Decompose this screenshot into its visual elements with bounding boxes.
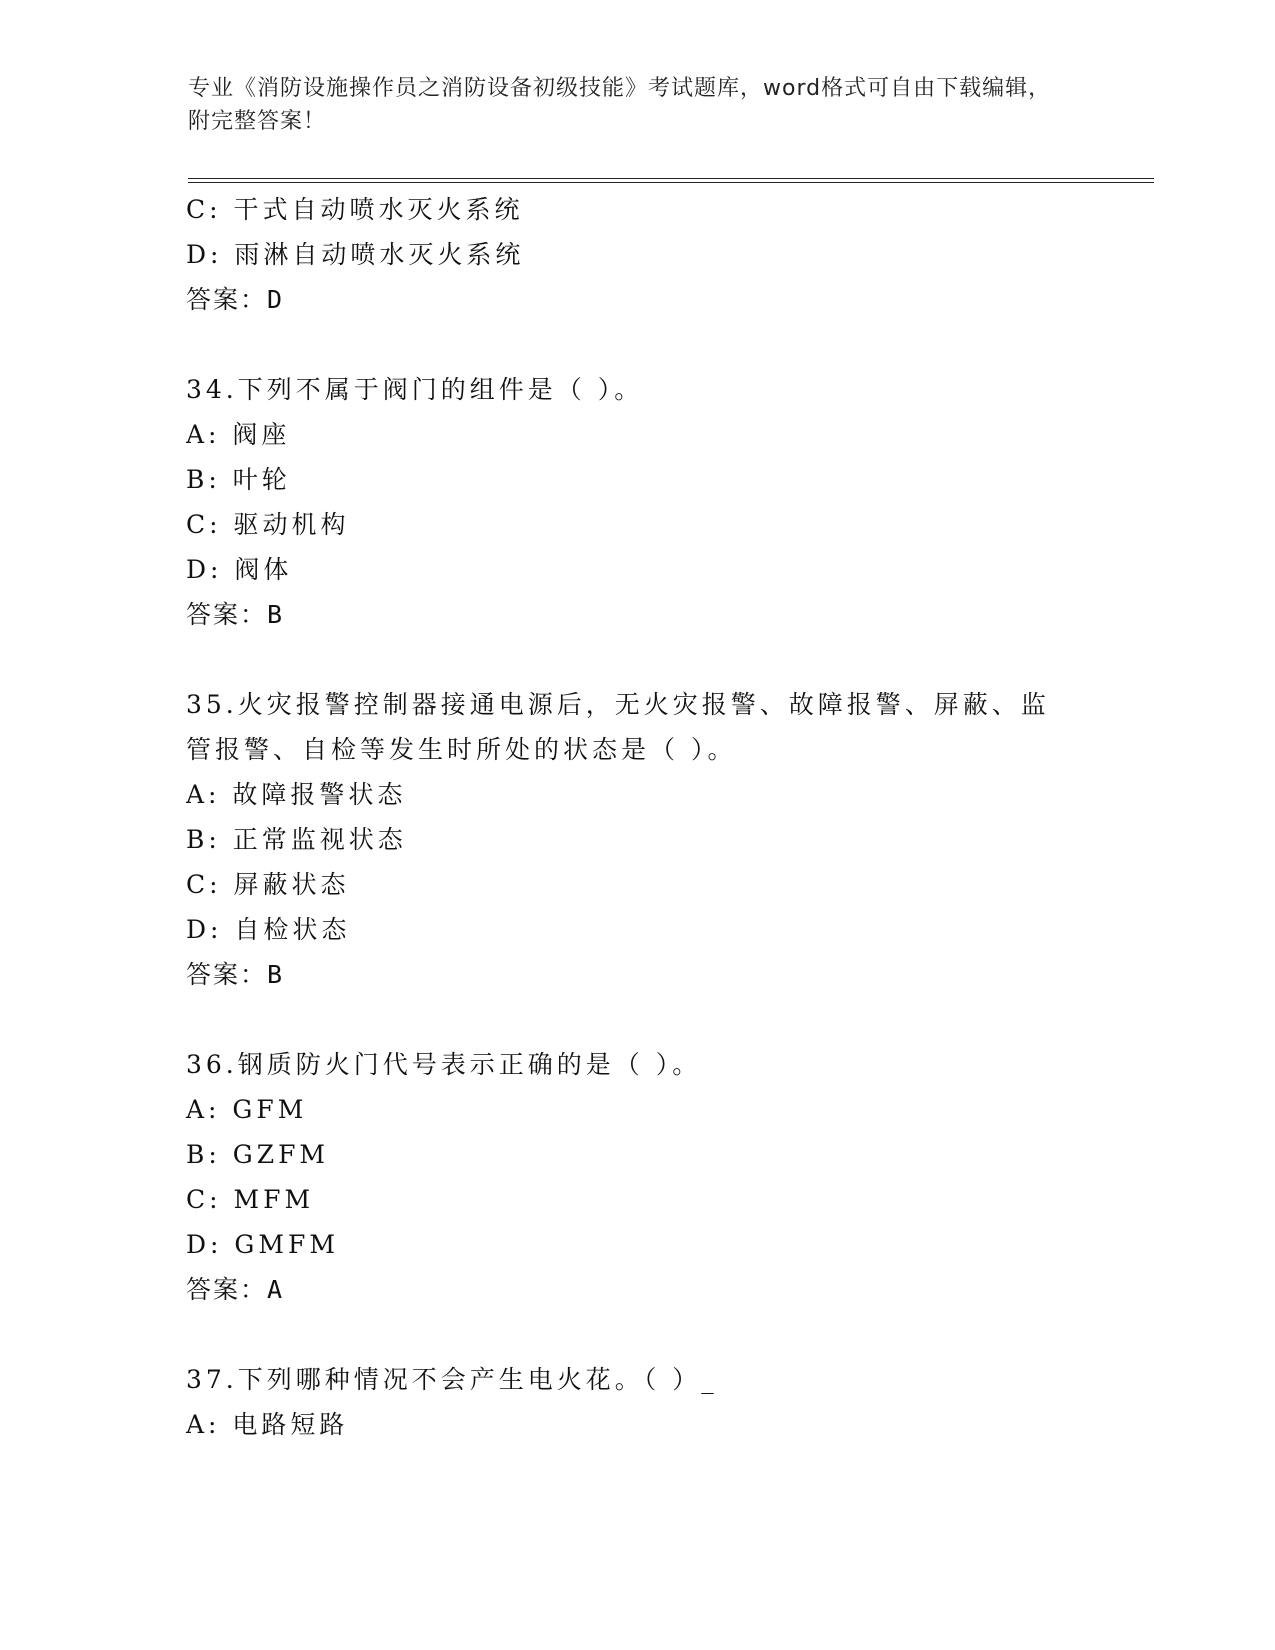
q34-option-c: C: 驱动机构 bbox=[186, 510, 350, 539]
q35-option-c: C: 屏蔽状态 bbox=[186, 870, 350, 899]
header-rule-bottom bbox=[188, 182, 1154, 183]
q35-option-a: A: 故障报警状态 bbox=[186, 780, 407, 809]
q36-option-c: C: MFM bbox=[186, 1185, 315, 1214]
q35-answer bbox=[186, 960, 282, 990]
answer-value: D bbox=[267, 285, 283, 314]
q37-option-a: A: 电路短路 bbox=[186, 1410, 349, 1439]
q33-option-c: C: 干式自动喷水灭火系统 bbox=[186, 195, 524, 224]
answer-label: 答案： bbox=[186, 1275, 268, 1304]
header-rule-top bbox=[188, 178, 1154, 179]
q36-answer bbox=[186, 1275, 282, 1305]
q34-option-a: A: 阀座 bbox=[186, 420, 291, 449]
q35-option-d: D: 自检状态 bbox=[186, 915, 351, 944]
q34-stem: 34.下列不属于阀门的组件是（ ）。 bbox=[186, 375, 644, 404]
q37-stem: 37.下列哪种情况不会产生电火花。（ ）_ bbox=[186, 1365, 718, 1394]
answer-label: 答案： bbox=[186, 285, 268, 314]
q34-option-d: D: 阀体 bbox=[186, 555, 293, 584]
document-header: 专业《消防设施操作员之消防设备初级技能》考试题库，word格式可自由下载编辑，附完整答案！ bbox=[188, 76, 1052, 134]
answer-value: B bbox=[267, 960, 283, 989]
q35-stem: 35.火灾报警控制器接通电源后，无火灾报警、故障报警、屏蔽、监管报警、自检等发生时所处的状态是（ ）。 bbox=[186, 690, 1050, 764]
answer-value: B bbox=[267, 600, 283, 629]
q36-stem: 36.钢质防火门代号表示正确的是（ ）。 bbox=[186, 1050, 702, 1079]
q35-option-b: B: 正常监视状态 bbox=[186, 825, 407, 854]
q34-option-b: B: 叶轮 bbox=[186, 465, 291, 494]
q36-option-d: D: GMFM bbox=[186, 1230, 339, 1259]
answer-label: 答案： bbox=[186, 600, 268, 629]
q36-option-a: A: GFM bbox=[186, 1095, 308, 1124]
answer-value: A bbox=[267, 1275, 283, 1304]
q36-option-b: B: GZFM bbox=[186, 1140, 330, 1169]
q33-option-d: D: 雨淋自动喷水灭火系统 bbox=[186, 240, 525, 269]
q34-answer bbox=[186, 600, 282, 630]
answer-label: 答案： bbox=[186, 960, 268, 989]
q33-answer bbox=[186, 285, 282, 315]
